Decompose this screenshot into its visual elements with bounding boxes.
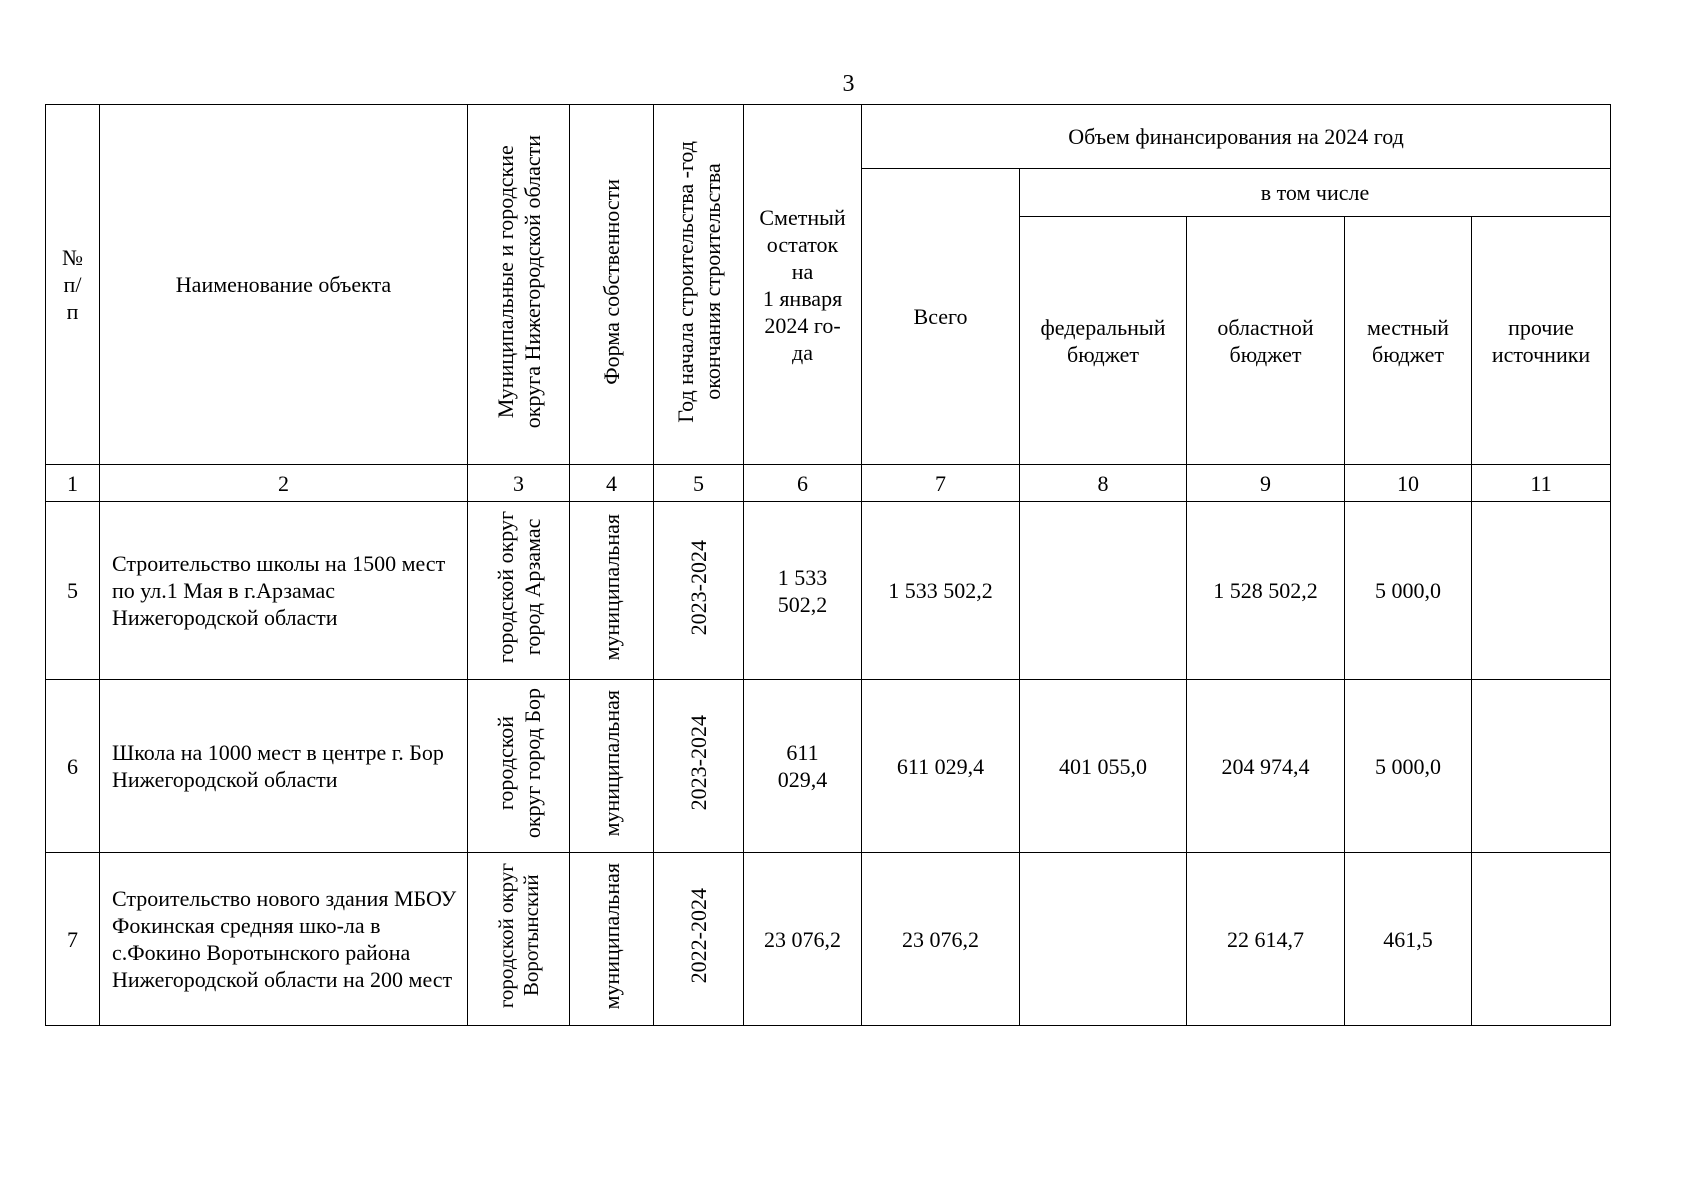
header-local: местный бюджет [1345, 217, 1472, 465]
federal-budget [1020, 853, 1187, 1026]
total-amount: 611 029,4 [862, 680, 1020, 853]
header-name: Наименование объекта [100, 105, 468, 465]
header-federal: федеральный бюджет [1020, 217, 1187, 465]
row-num: 6 [46, 680, 100, 853]
column-number: 3 [468, 465, 570, 502]
regional-budget: 22 614,7 [1187, 853, 1345, 1026]
column-number: 2 [100, 465, 468, 502]
estimated-remainder: 611 029,4 [744, 680, 862, 853]
table-row [46, 853, 1611, 1026]
object-name: Школа на 1000 мест в центре г. Бор Нижегородской области [100, 680, 468, 853]
construction-years: 2023-2024 [654, 680, 744, 853]
header-ownership: Форма собственности [570, 105, 654, 465]
column-number: 6 [744, 465, 862, 502]
federal-budget [1020, 502, 1187, 680]
header-municipal: Муниципальные и городские округа Нижегородской области [468, 105, 570, 465]
object-name: Строительство школы на 1500 мест по ул.1 Мая в г.Арзамас Нижегородской области [100, 502, 468, 680]
municipal-district: городской округ город Бор [468, 680, 570, 853]
table-row [46, 502, 1611, 680]
estimated-remainder: 23 076,2 [744, 853, 862, 1026]
table-row [46, 680, 1611, 853]
municipal-district: городской округ город Арзамас [468, 502, 570, 680]
row-num: 7 [46, 853, 100, 1026]
other-sources [1472, 853, 1611, 1026]
header-total: Всего [862, 169, 1020, 465]
column-number: 11 [1472, 465, 1611, 502]
local-budget: 461,5 [1345, 853, 1472, 1026]
column-number: 7 [862, 465, 1020, 502]
column-number: 1 [46, 465, 100, 502]
municipal-district: городской округ Воротынский [468, 853, 570, 1026]
local-budget: 5 000,0 [1345, 502, 1472, 680]
ownership-form: муниципальная [570, 502, 654, 680]
header-years: Год начала строительства -год окончания строительства [654, 105, 744, 465]
header-other: прочие источники [1472, 217, 1611, 465]
federal-budget: 401 055,0 [1020, 680, 1187, 853]
estimated-remainder: 1 533 502,2 [744, 502, 862, 680]
column-number: 9 [1187, 465, 1345, 502]
row-num: 5 [46, 502, 100, 680]
ownership-form: муниципальная [570, 680, 654, 853]
construction-years: 2022-2024 [654, 853, 744, 1026]
column-number: 10 [1345, 465, 1472, 502]
local-budget: 5 000,0 [1345, 680, 1472, 853]
header-remainder: Сметный остаток на 1 января 2024 го- да [744, 105, 862, 465]
other-sources [1472, 680, 1611, 853]
column-number: 8 [1020, 465, 1187, 502]
construction-years: 2023-2024 [654, 502, 744, 680]
total-amount: 23 076,2 [862, 853, 1020, 1026]
header-funding-title: Объем финансирования на 2024 год [862, 105, 1611, 169]
header-regional: областной бюджет [1187, 217, 1345, 465]
ownership-form: муниципальная [570, 853, 654, 1026]
object-name: Строительство нового здания МБОУ Фокинская средняя шко-ла в с.Фокино Воротынского района Нижегородской области на 200 мест [100, 853, 468, 1026]
column-number: 4 [570, 465, 654, 502]
regional-budget: 204 974,4 [1187, 680, 1345, 853]
regional-budget: 1 528 502,2 [1187, 502, 1345, 680]
page-number: 3 [842, 71, 855, 97]
header-num: № п/ п [46, 105, 100, 465]
total-amount: 1 533 502,2 [862, 502, 1020, 680]
other-sources [1472, 502, 1611, 680]
header-including: в том числе [1020, 169, 1611, 217]
column-number: 5 [654, 465, 744, 502]
financing-table [45, 104, 1611, 1026]
column-number-row [46, 465, 1611, 502]
